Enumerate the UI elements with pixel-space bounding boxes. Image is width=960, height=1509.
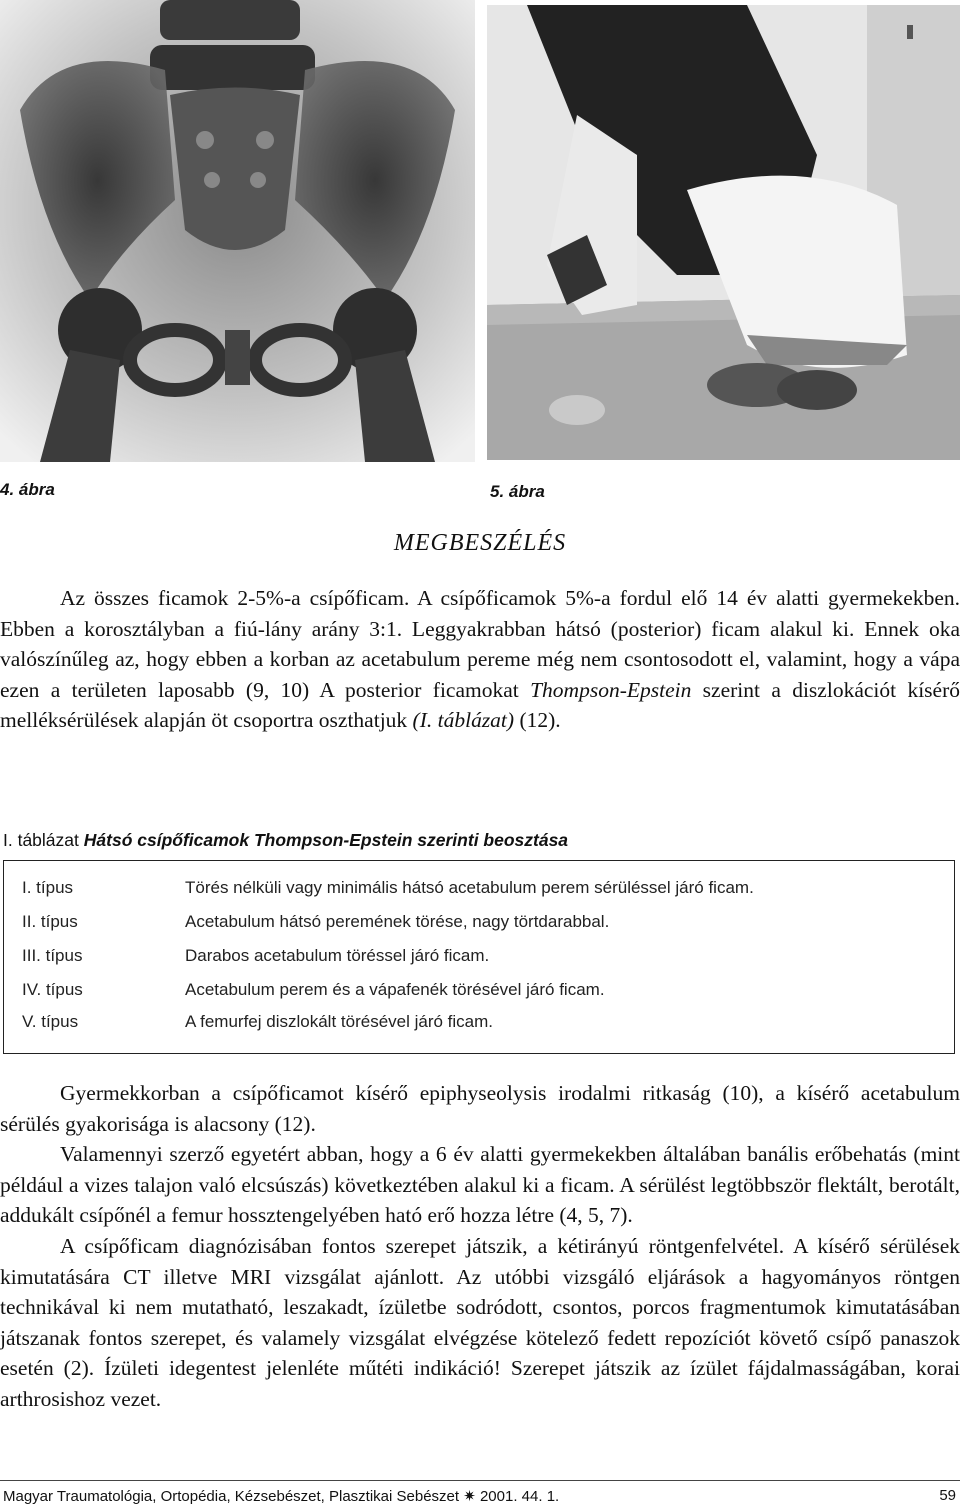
row-type: I. típus	[22, 878, 74, 897]
figure-4-xray	[0, 0, 475, 462]
table-caption	[3, 830, 568, 851]
squatting-person-photo	[487, 5, 960, 460]
figure-5-caption: 5. ábra	[490, 482, 545, 501]
text-run: szerint a diszlokációt kísérő melléksérülések alapján öt csoportra oszthatjuk	[0, 677, 960, 733]
figure-4-caption: 4. ábra	[0, 480, 55, 499]
text-run: Az összes ficamok 2-5%-a csípőficam. A csípőficamok 5%-a fordul elő 14 év alatti gyermekekben. Ebben a korosztályban a fiú-lány arány 3:1. Leggyakrabban hátsó (posterior) ficam alakul ki. Ennek oka valószínűleg az, hogy ebben a korban az acetabulum pereme még nem csontosodott el, valamint, hogy a vápa ezen a területen laposabb (9, 10) A posterior ficamokat	[0, 586, 960, 702]
footer-divider	[0, 1480, 960, 1481]
text-run: (12).	[514, 708, 561, 733]
table-row	[4, 1012, 954, 1042]
text-run: A csípőficam diagnózisában fontos szerepet játszik, a kétirányú röntgenfelvétel. A kísérő sérülések kimutatására CT illetve MRI vizsgálat ajánlott. Az utóbbi vizsgáló eljárások a hagyományos röntgen technikával ki nem mutatható, leszakadt, ízületbe sodródott, csontos, porcos fragmentumok kimutatásában játszanak fontos szerepet, és valamely vizsgálat elvégzése kötelező fedett repozíciót követő csípő panaszok esetén (2). Ízületi idegentest jelenléte műtéti indikáció! Szerepet játszik az ízület fájdalmasságában, korai arthrosishoz vezet.	[0, 1233, 960, 1411]
table-row	[4, 980, 954, 1010]
pelvis-xray-image	[0, 0, 475, 462]
row-type: II. típus	[22, 912, 78, 931]
table-title: Hátsó csípőficamok Thompson-Epstein szerinti beosztása	[83, 830, 569, 850]
row-description: Darabos acetabulum töréssel járó ficam.	[185, 946, 490, 965]
row-description: A femurfej diszlokált törésével járó ficam.	[185, 1012, 494, 1031]
body-paragraphs	[0, 1078, 960, 1415]
text-run: Gyermekkorban a csípőficamot kísérő epiphyseolysis irodalmi ritkaság (10), a kísérő acetabulum sérülés gyakorisága is alacsony (12).	[0, 1081, 960, 1136]
text-run: Valamennyi szerző egyetért abban, hogy a 6 év alatti gyermekekben általában banális erőbehatás (mint például a vizes talajon való elcsúszás) következtében alakul ki a ficam. A sérülést legtöbbször flektált, berotált, addukált csípőnél a femur hossztengelyében ható erő hozza létre (4, 5, 7).	[0, 1142, 960, 1228]
table-row	[4, 878, 954, 908]
paragraph	[0, 1231, 960, 1415]
journal-footer: Magyar Traumatológia, Ortopédia, Kézsebészet, Plasztikai Sebészet ✷ 2001. 44. 1.	[3, 1488, 560, 1505]
paragraph	[0, 1078, 960, 1139]
row-type: V. típus	[22, 1012, 79, 1031]
row-description: Acetabulum perem és a vápafenék törésével járó ficam.	[185, 980, 605, 999]
table-row	[4, 946, 954, 976]
section-title: MEGBESZÉLÉS	[393, 530, 567, 556]
paragraph	[0, 583, 960, 736]
figure-5-photo	[487, 5, 960, 460]
table-label: I. táblázat	[3, 830, 79, 850]
row-type: III. típus	[22, 946, 83, 965]
italic-text: (I. táblázat)	[412, 708, 515, 733]
row-description: Acetabulum hátsó peremének törése, nagy törtdarabbal.	[185, 912, 610, 931]
intro-paragraph	[0, 583, 960, 736]
page-number: 59	[939, 1487, 956, 1504]
row-description: Törés nélküli vagy minimális hátsó acetabulum perem sérüléssel járó ficam.	[185, 878, 754, 897]
classification-table	[3, 860, 955, 1054]
italic-text: Thompson-Epstein	[530, 677, 692, 702]
paragraph	[0, 1139, 960, 1231]
row-type: IV. típus	[22, 980, 83, 999]
table-row	[4, 912, 954, 942]
